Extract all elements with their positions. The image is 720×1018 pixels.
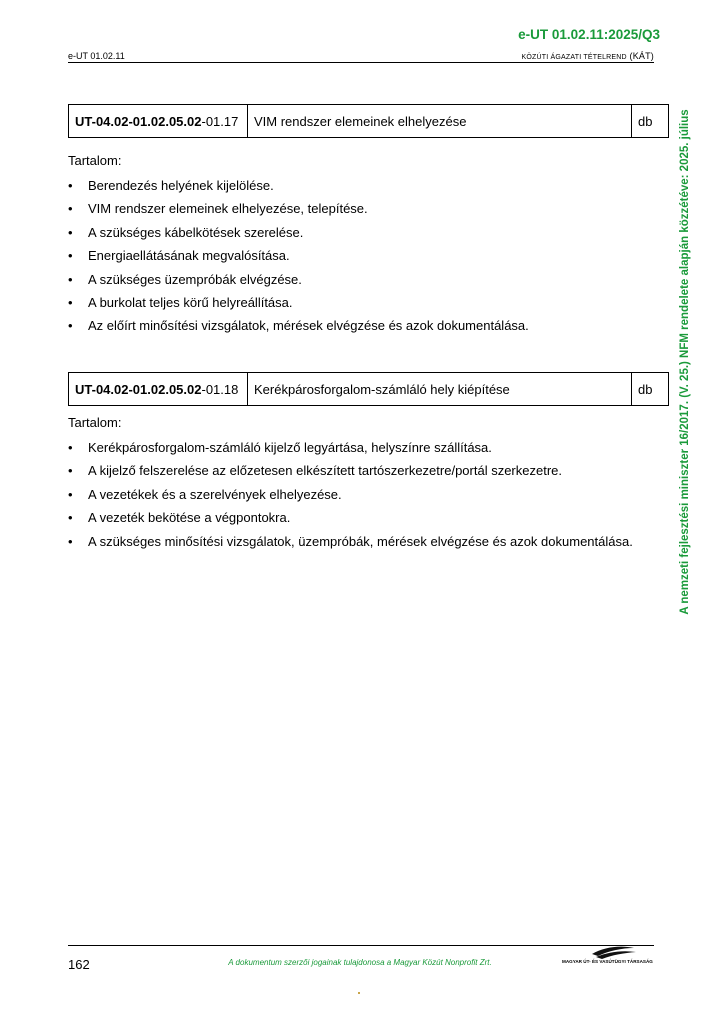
page-number: 162 <box>68 957 90 972</box>
header-left-code: e-UT 01.02.11 <box>68 51 125 61</box>
list-item: • Kerékpárosforgalom-számláló kijelző legyártása, helyszínre szállítása. <box>68 439 633 462</box>
item-header-table-2 <box>68 372 669 406</box>
header-right-title <box>522 51 654 61</box>
list-item: • A szükséges üzempróbák elvégzése. <box>68 271 529 294</box>
item-unit: db <box>632 105 669 138</box>
item-code: UT-04.02-01.02.05.02-01.18 <box>69 373 248 406</box>
list-item: • A vezeték bekötése a végpontokra. <box>68 509 633 532</box>
side-note-text: A nemzeti fejlesztési miniszter 16/2017. (V. 25.) NFM rendelete alapján közzétéve: 2025. július <box>679 109 691 615</box>
list-item: • A szükséges minősítési vizsgálatok, üzempróbák, mérések elvégzése és azok dokumentálása. <box>68 533 633 556</box>
side-publication-note <box>670 95 700 630</box>
header-title-caps: KÖZÚTI ÁGAZATI TÉTELREND <box>521 54 627 61</box>
list-item: • A kijelző felszerelése az előzetesen elkészített tartószerkezetre/portál szerkezetre. <box>68 462 633 485</box>
item-code: UT-04.02-01.02.05.02-01.17 <box>69 105 248 138</box>
item-title: Kerékpárosforgalom-számláló hely kiépítése <box>248 373 632 406</box>
content-list-2 <box>68 439 633 556</box>
copyright-notice: A dokumentum szerzői jogainak tulajdonosa a Magyar Közút Nonprofit Zrt. <box>228 958 492 967</box>
document-code: e-UT 01.02.11:2025/Q3 <box>518 27 660 42</box>
list-item: • VIM rendszer elemeinek elhelyezése, telepítése. <box>68 200 529 223</box>
list-item: • Berendezés helyének kijelölése. <box>68 177 529 200</box>
list-item: • A vezetékek és a szerelvények elhelyezése. <box>68 486 633 509</box>
item-title: VIM rendszer elemeinek elhelyezése <box>248 105 632 138</box>
content-label: Tartalom: <box>68 415 122 430</box>
list-item: • A burkolat teljes körű helyreállítása. <box>68 294 529 317</box>
header-title-abbr: (KÁT) <box>629 51 654 61</box>
item-header-table-1 <box>68 104 669 138</box>
list-item: • A szükséges kábelkötések szerelése. <box>68 224 529 247</box>
content-list-1 <box>68 177 529 341</box>
logo-text: MAGYAR ÚT- ÉS VASÚTÜGYI TÁRSASÁG <box>562 959 653 964</box>
list-item: • Az előírt minősítési vizsgálatok, mérések elvégzése és azok dokumentálása. <box>68 317 529 340</box>
item-unit: db <box>632 373 669 406</box>
decorative-dot <box>358 992 360 994</box>
list-item: • Energiaellátásának megvalósítása. <box>68 247 529 270</box>
company-logo <box>562 945 656 969</box>
content-label: Tartalom: <box>68 153 122 168</box>
header-divider <box>68 62 654 63</box>
